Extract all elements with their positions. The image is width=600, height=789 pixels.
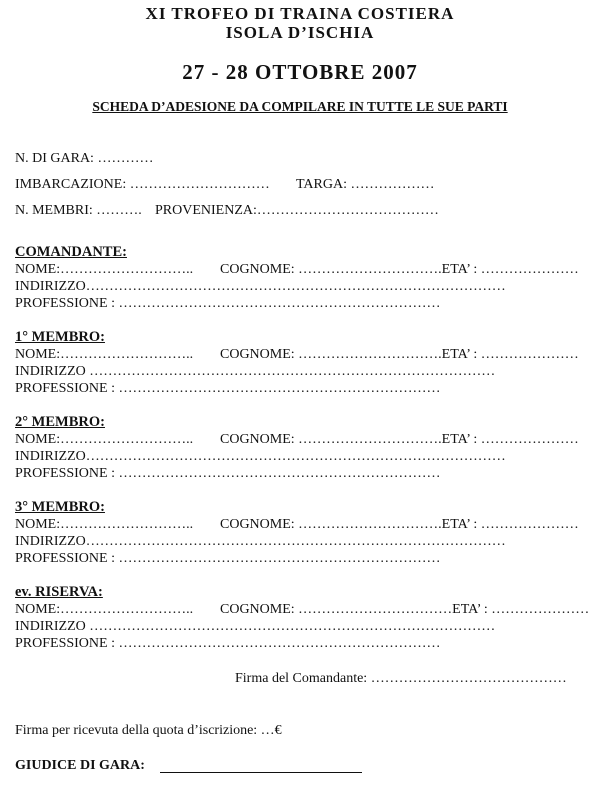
boat-field[interactable]: IMBARCAZIONE: ………………………… bbox=[15, 177, 270, 192]
race-judge-label: GIUDICE DI GARA: bbox=[15, 758, 145, 773]
reserve-name-field[interactable]: NOME:……………………….. bbox=[15, 602, 194, 617]
section-title-member-2: 2° MEMBRO: bbox=[15, 414, 105, 430]
commander-surname-age-field[interactable]: COGNOME: ………………………….ETA’ : ………………… bbox=[220, 262, 579, 277]
member1-profession-field[interactable]: PROFESSIONE : …………………………………………………………… bbox=[15, 381, 441, 396]
members-count-field[interactable]: N. MEMBRI: ………. bbox=[15, 203, 142, 218]
section-title-commander: COMANDANTE: bbox=[15, 244, 127, 260]
member3-address-field[interactable]: INDIRIZZO……………………………………………………………………………… bbox=[15, 534, 506, 549]
member3-profession-field[interactable]: PROFESSIONE : …………………………………………………………… bbox=[15, 551, 441, 566]
fee-receipt-signature-field[interactable]: Firma per ricevuta della quota d’iscrizione: …€ bbox=[15, 723, 282, 738]
commander-signature-field[interactable]: Firma del Comandante: …………………………………… bbox=[235, 671, 567, 686]
member2-profession-field[interactable]: PROFESSIONE : …………………………………………………………… bbox=[15, 466, 441, 481]
title-line-1: XI TROFEO DI TRAINA COSTIERA bbox=[145, 4, 455, 23]
member1-address-field[interactable]: INDIRIZZO …………………………………………………………………………… bbox=[15, 364, 496, 379]
section-title-reserve: ev. RISERVA: bbox=[15, 584, 103, 600]
section-title-member-1: 1° MEMBRO: bbox=[15, 329, 105, 345]
member2-name-field[interactable]: NOME:……………………….. bbox=[15, 432, 194, 447]
race-judge-signature-line[interactable] bbox=[160, 772, 362, 773]
commander-address-field[interactable]: INDIRIZZO……………………………………………………………………………… bbox=[15, 279, 506, 294]
form-subtitle: SCHEDA D’ADESIONE DA COMPILARE IN TUTTE LE SUE PARTI bbox=[92, 99, 508, 114]
title-line-2: ISOLA D’ISCHIA bbox=[225, 23, 375, 42]
race-number-field[interactable]: N. DI GARA: ………… bbox=[15, 151, 154, 166]
commander-name-field[interactable]: NOME:……………………….. bbox=[15, 262, 194, 277]
member1-surname-age-field[interactable]: COGNOME: ………………………….ETA’ : ………………… bbox=[220, 347, 579, 362]
member2-address-field[interactable]: INDIRIZZO……………………………………………………………………………… bbox=[15, 449, 506, 464]
origin-field[interactable]: PROVENIENZA:………………………………… bbox=[155, 203, 439, 218]
section-title-member-3: 3° MEMBRO: bbox=[15, 499, 105, 515]
commander-profession-field[interactable]: PROFESSIONE : …………………………………………………………… bbox=[15, 296, 441, 311]
member3-name-field[interactable]: NOME:……………………….. bbox=[15, 517, 194, 532]
member2-surname-age-field[interactable]: COGNOME: ………………………….ETA’ : ………………… bbox=[220, 432, 579, 447]
event-dates: 27 - 28 OTTOBRE 2007 bbox=[182, 60, 418, 84]
reserve-profession-field[interactable]: PROFESSIONE : …………………………………………………………… bbox=[15, 636, 441, 651]
reserve-surname-age-field[interactable]: COGNOME: ……………………………ETA’ : ………………… bbox=[220, 602, 590, 617]
member1-name-field[interactable]: NOME:……………………….. bbox=[15, 347, 194, 362]
reserve-address-field[interactable]: INDIRIZZO …………………………………………………………………………… bbox=[15, 619, 496, 634]
plate-field[interactable]: TARGA: ……………… bbox=[296, 177, 435, 192]
member3-surname-age-field[interactable]: COGNOME: ………………………….ETA’ : ………………… bbox=[220, 517, 579, 532]
